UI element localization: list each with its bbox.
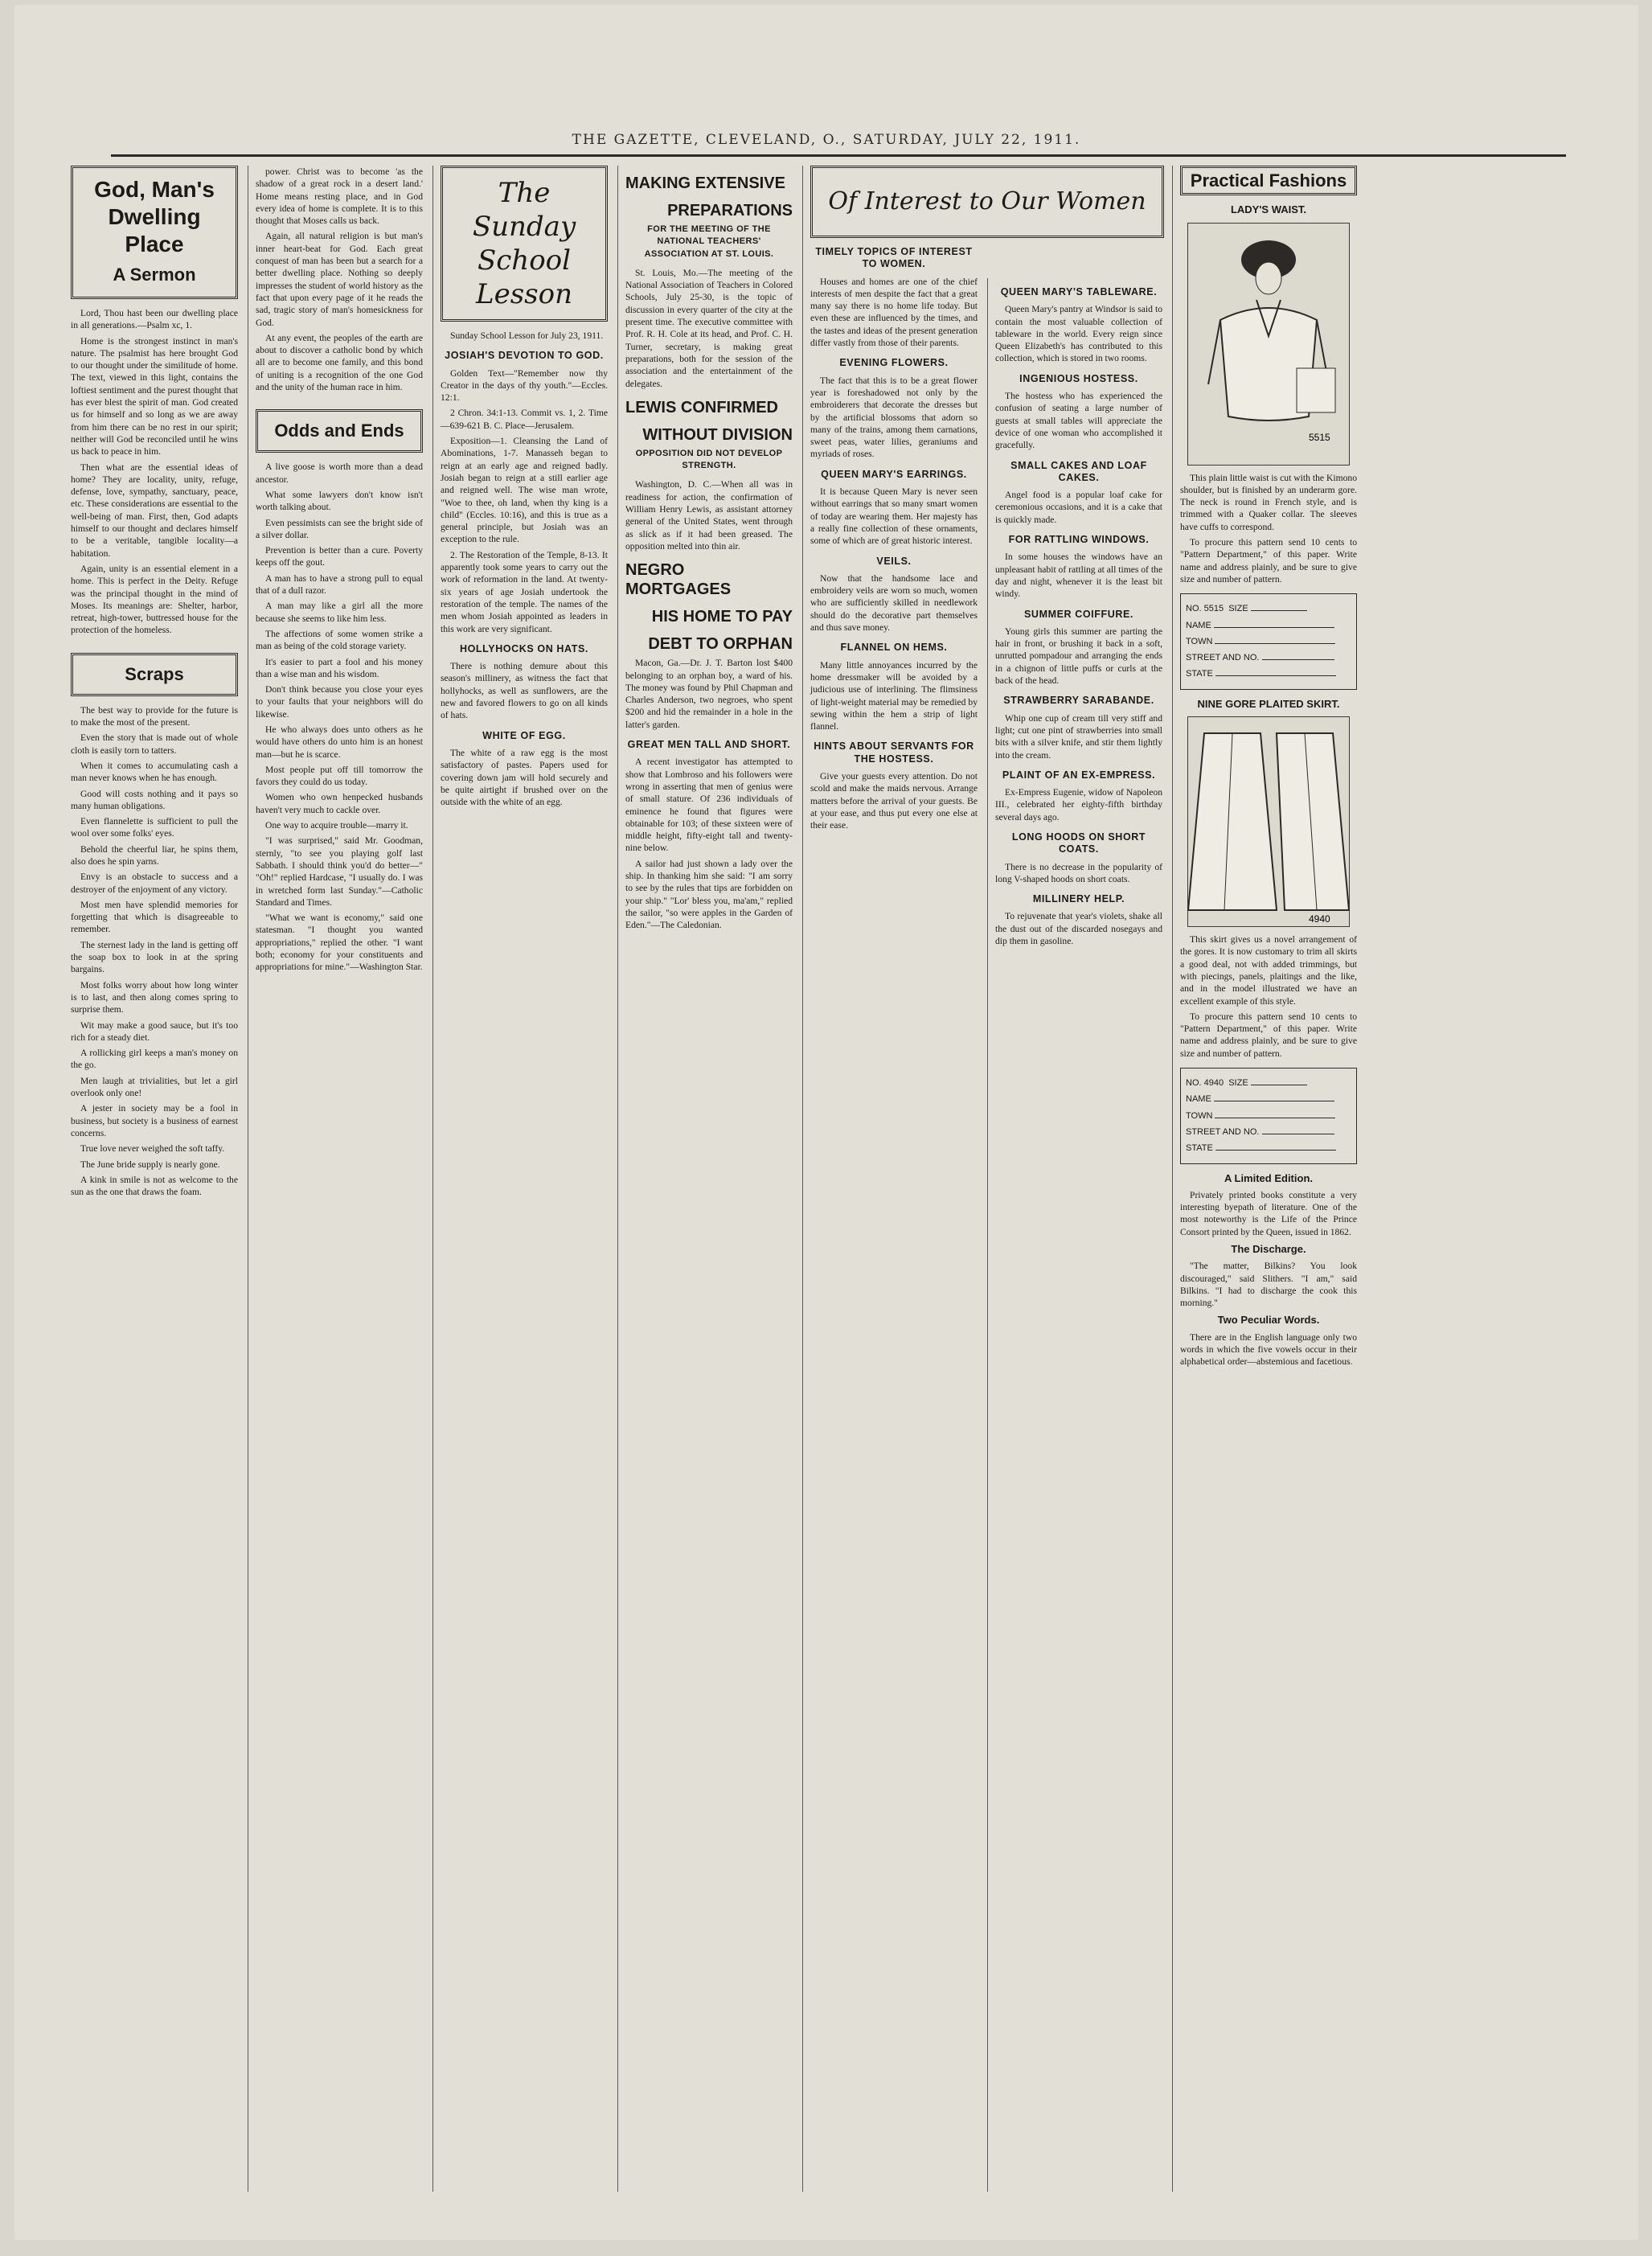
- sermon-title-2: Dwelling Place: [108, 204, 201, 256]
- sermon-title-1: God, Man's: [94, 177, 215, 202]
- scrap-item: Most men have splendid memories for forgetting that which is disagreeable to remember.: [71, 899, 238, 935]
- subheadline: FOR THE MEETING OF THE NATIONAL TEACHERS' ASSOCIATION AT ST. LOUIS.: [644, 224, 774, 259]
- pattern-text: This skirt gives us a novel arrangement of the gores. It is now customary to trim all skirts a good deal, not with added trimmings, but with piecings, panels, plaitings and the like, and in the model illustrated we have an excellent example of this style.: [1180, 934, 1357, 1007]
- odds-item: A live goose is worth more than a dead ancestor.: [256, 461, 423, 485]
- lesson-text: Sunday School Lesson for July 23, 1911.: [450, 330, 604, 341]
- form-line: [1215, 1110, 1335, 1118]
- form-name-label: NAME: [1186, 620, 1211, 630]
- article-text: Washington, D. C.—When all was in readiness for action, the confirmation of William Henry Lewis, as assistant attorney general of the United States, went through as slick as if it had been greased. The opposition melted into thin air.: [625, 479, 793, 552]
- article-text: Queen Mary's pantry at Windsor is said to contain the most valuable collection of tableware in the world. Every reign since Queen Elizabeth's has contributed to this collection, which is stored in two rooms.: [995, 304, 1162, 364]
- lesson-text: Golden Text—"Remember now thy Creator in the days of thy youth."—Eccles. 12:1.: [441, 367, 608, 404]
- article-heading: LONG HOODS ON SHORT COATS.: [1011, 831, 1146, 855]
- column-3: [441, 166, 608, 2192]
- scrap-item: A jester in society may be a fool in business, but society is a business of earnest concerns.: [71, 1103, 238, 1138]
- form-pattern-number: NO. 4940: [1186, 1078, 1224, 1089]
- scrap-item: Most folks worry about how long winter is to last, and then along comes spring to surprise them.: [71, 979, 238, 1015]
- form-street-label: STREET AND NO.: [1186, 653, 1260, 663]
- scrap-item: Men laugh at trivialities, but let a girl overlook only one!: [71, 1075, 238, 1099]
- column-2: [256, 166, 423, 2192]
- article-heading: The Discharge.: [1231, 1242, 1306, 1255]
- sermon-subtitle: A Sermon: [113, 265, 196, 285]
- article-text: "The matter, Bilkins? You look discouraged," said Slithers. "I am," said Bilkins. "I had to discharge the cook this morning.": [1180, 1261, 1357, 1309]
- column-1: [71, 166, 238, 2192]
- article-heading: VEILS.: [876, 555, 912, 567]
- article-heading: TIMELY TOPICS OF INTEREST TO WOMEN.: [815, 246, 973, 270]
- odds-box: [256, 409, 423, 453]
- article-heading: EVENING FLOWERS.: [839, 357, 949, 369]
- article-text: There is no decrease in the popularity of long V-shaped hoods on short coats.: [995, 861, 1162, 884]
- article-heading: SUMMER COIFFURE.: [1024, 608, 1133, 620]
- fashions-box: [1180, 166, 1357, 195]
- form-state-label: STATE: [1186, 1143, 1213, 1154]
- column-divider: [1172, 166, 1173, 2192]
- article-heading: SMALL CAKES AND LOAF CAKES.: [1010, 459, 1147, 483]
- form-street-label: STREET AND NO.: [1186, 1126, 1260, 1137]
- column-divider: [987, 278, 988, 2192]
- lesson-text: Exposition—1. Cleansing the Land of Abominations, 1-7. Manasseh began to reign at an early age and reigned badly. Josiah began to reign at a still earlier age and reigned well. The wise man wrote, "Woe to thee, oh land, when thy king is a child" (Eccles. 10:16), and this is true as a general principle, but Josiah was an exception to the rule.: [441, 436, 608, 545]
- skirt-illustration: [1187, 716, 1350, 927]
- scraps-title: Scraps: [125, 663, 184, 684]
- sermon-text: Lord, Thou hast been our dwelling place in all generations.—Psalm xc, 1.: [71, 308, 238, 331]
- form-town-label: TOWN: [1186, 1110, 1213, 1121]
- article-text: Ex-Empress Eugenie, widow of Napoleon III., celebrated her eighty-fifth birthday several days ago.: [995, 787, 1162, 822]
- odds-item: He who always does unto others as he would have others do unto him is an honest man—but he is scarce.: [256, 724, 423, 760]
- form-line: [1215, 635, 1335, 644]
- odds-item: "I was surprised," said Mr. Goodman, sternly, "to see you playing golf last Sabbath. I should think you'd do better—" "Oh!" replied Hardcase, "I usually do. I was in wretched form last Sunday."—Catholic Standard and Times.: [256, 835, 423, 908]
- pattern-heading: LADY'S WAIST.: [1230, 203, 1307, 216]
- women-box-wrapper: [810, 166, 1164, 238]
- column-7: [1180, 166, 1357, 2192]
- column-6: [995, 278, 1162, 2192]
- article-text: Angel food is a popular loaf cake for ceremonious occasions, and it is a cake that is quickly made.: [995, 490, 1162, 525]
- article-heading: MILLINERY HELP.: [1032, 893, 1125, 905]
- sermon-text: power. Christ was to become 'as the shadow of a great rock in a desert land.' Home means resting place, and in God every idea of home is complete. It is to this thought that Moses calls us back.: [256, 166, 423, 227]
- article-text: A recent investigator has attempted to show that Lombroso and his followers were wrong in asserting that men of genius were of small stature. Of 236 individuals of eminence he found that figures were obtainable for 103; of these sixteen were of middle height, fifty-eight tall and twenty-nine below.: [625, 757, 793, 854]
- article-text: The hostess who has experienced the confusion of seating a large number of guests at small tables will appreciate the device of one woman who accomplished it gracefully.: [995, 391, 1162, 451]
- form-line: [1215, 1142, 1336, 1151]
- article-text: Whip one cup of cream till very stiff and light; cut one pint of strawberries into small bits with a silver knife, and stir them lightly into the cream.: [995, 712, 1162, 761]
- article-heading: A Limited Edition.: [1224, 1171, 1313, 1184]
- article-heading: INGENIOUS HOSTESS.: [1019, 372, 1138, 384]
- odds-title: Odds and Ends: [274, 420, 404, 441]
- article-text: To rejuvenate that year's violets, shake all the dust out of the discarded nosegays and dip them in gasoline.: [995, 911, 1162, 947]
- article-text: There is nothing demure about this season's millinery, as witness the fact that hollyhocks, as well as sunflowers, are the new and favored flowers to go on all kinds of hats.: [441, 661, 608, 721]
- form-line: [1262, 651, 1334, 660]
- odds-item: Even pessimists can see the bright side of a silver dollar.: [256, 517, 423, 540]
- article-text: Now that the handsome lace and embroidery veils are worn so much, women who are sufficiently skilled in needlework should do the decorative part themselves and thus save money.: [810, 572, 978, 634]
- article-text: Houses and homes are one of the chief interests of men despite the fact that a great many say there is no home life today. But even these are influenced by the times, and the tastes and ideas of the present generation differ vastly from those of their parents.: [810, 276, 978, 349]
- scrap-item: The June bride supply is nearly gone.: [80, 1159, 220, 1170]
- article-text: Give your guests every attention. Do not scold and make the maids nervous. Arrange matters before the arrival of your guests. Be at your ease, and thus put every one else at their ease.: [810, 770, 978, 831]
- scraps-box: [71, 653, 238, 696]
- form-town-label: TOWN: [1186, 636, 1213, 646]
- pattern-text: This plain little waist is cut with the Kimono shoulder, but is finished by an underarm gore. The neck is round in French style, and is trimmed with a Quaker collar. The sleeves have cuffs to correspond.: [1180, 472, 1357, 532]
- article-heading: STRAWBERRY SARABANDE.: [1003, 695, 1154, 707]
- women-interest-title: Of Interest to Our Women: [828, 187, 1146, 215]
- newspaper-page: [14, 5, 1638, 2240]
- odds-item: Prevention is better than a cure. Poverty keeps off the gout.: [256, 545, 423, 568]
- form-line: [1214, 619, 1334, 628]
- sermon-text: Again, unity is an essential element in a home. This is perfect in the Deity. Refuge was the principal thought in the mind of Moses. Its meanings are: Shelter, harbor, retreat, high-tower, buttressed house for the protection of the homeless.: [71, 563, 238, 636]
- article-text: St. Louis, Mo.—The meeting of the National Association of Teachers in Colored Schools, July 25-30, is the topic of discussion in every quarter of the city at the present time. The executive committee with Prof. R. H. Cole at its head, and Prof. C. H. Turner, secretary, is making great preparations, both for the session of the association and the entertainment of the delegates.: [625, 267, 793, 389]
- odds-item: A man may like a girl all the more because she seems to like him less.: [256, 601, 423, 624]
- odds-item: It's easier to part a fool and his money than a wise man and his wisdom.: [256, 656, 423, 679]
- scrap-item: A rollicking girl keeps a man's money on the go.: [71, 1048, 238, 1071]
- scrap-item: When it comes to accumulating cash a man never knows when he has enough.: [71, 760, 238, 784]
- odds-item: A man has to have a strong pull to equal that of a dull razor.: [256, 572, 423, 597]
- sermon-text: Home is the strongest instinct in man's nature. The psalmist has here brought God to our thought under the similitude of home. The text, viewed in this light, contains the loftiest sentiment and the purest thought that has ever blest the spirit of man. God created us for himself and so long as we are away from him there can be no rest in our spirit; neither will God be reconciled until he wins us back to peace in him.: [71, 335, 238, 457]
- form-line: [1262, 1126, 1334, 1134]
- subheadline: OPPOSITION DID NOT DEVELOP STRENGTH.: [635, 448, 783, 471]
- scrap-item: Even the story that is made out of whole cloth is easily torn to tatters.: [71, 732, 238, 756]
- headline: DEBT TO ORPHAN: [648, 635, 793, 654]
- article-text: It is because Queen Mary is never seen without earrings that so many smart women of today are wearing them. Her majesty has a really fine collection of these ornaments, some of which are of great historic interest.: [810, 486, 978, 547]
- article-text: Young girls this summer are parting the hair in front, or brushing it back in a soft, unrutted pompadour and arranging the ends in a chignon of little puffs or curls at the back of the head.: [995, 626, 1162, 687]
- waist-pattern-number: 5515: [1309, 431, 1330, 443]
- headline: NEGRO MORTGAGES: [625, 561, 732, 599]
- article-heading: QUEEN MARY'S EARRINGS.: [821, 468, 967, 480]
- form-name-label: NAME: [1186, 1094, 1211, 1105]
- scrap-item: Envy is an obstacle to success and a destroyer of the enjoyment of any victory.: [71, 872, 238, 895]
- form-state-label: STATE: [1186, 669, 1213, 679]
- sermon-text: Then what are the essential ideas of home? They are locality, unity, refuge, defense, love, sympathy, sanctuary, peace, etc. These considerations are essential to the well-being of man. First, then, God adapts himself to our thought and declares himself to be a veritable, tangible locality—a habitation.: [71, 461, 238, 559]
- article-heading: PLAINT OF AN EX-EMPRESS.: [1002, 769, 1156, 781]
- form-line: [1215, 667, 1336, 676]
- odds-item: The affections of some women strike a man as being of the cold storage variety.: [256, 628, 423, 652]
- lesson-text: 2 Chron. 34:1-13. Commit vs. 1, 2. Time—639-621 B. C. Place—Jerusalem.: [441, 408, 608, 431]
- article-heading: WHITE OF EGG.: [482, 729, 566, 741]
- sunday-title-2: School Lesson: [476, 244, 572, 310]
- sermon-box: [71, 166, 238, 299]
- scrap-item: Behold the cheerful liar, he spins them, also does he spin yarns.: [71, 843, 238, 867]
- pattern-order-form: [1180, 593, 1357, 689]
- article-text: The fact that this is to be a great flower year is foreshadowed not only by the embroiderers that decorate the dresses but by the artificial blossoms that adorn so many of the trains, among them carnations, sweet peas, water lilies, geraniums and myriads of roses.: [810, 375, 978, 460]
- article-heading: GREAT MEN TALL AND SHORT.: [627, 739, 791, 751]
- sunday-school-box: [441, 166, 608, 322]
- scrap-item: The sternest lady in the land is getting off the soap box to look in at the spring bargains.: [71, 939, 238, 975]
- pattern-order-text: To procure this pattern send 10 cents to "Pattern Department," of this paper. Write name and address plainly, and be sure to give size and number of pattern.: [1180, 537, 1357, 585]
- column-divider: [617, 166, 618, 2192]
- scrap-item: Good will costs nothing and it pays so many human obligations.: [71, 788, 238, 811]
- sermon-text: At any event, the peoples of the earth are about to discover a catholic bond by which all are to become one family, and this bond of uniting is a recognition of the one God and the unity of the human race in him.: [256, 332, 423, 393]
- skirt-pattern-number: 4940: [1309, 913, 1330, 925]
- sunday-title-1: The Sunday: [472, 177, 576, 243]
- women-interest-box: [810, 166, 1164, 238]
- article-text: In some houses the windows have an unpleasant habit of rattling at all times of the day and night, whenever it is the least bit windy.: [995, 552, 1162, 600]
- headline: HIS HOME TO PAY: [651, 608, 793, 626]
- pattern-heading: NINE GORE PLAITED SKIRT.: [1197, 697, 1340, 710]
- odds-item: Don't think because you close your eyes to your faults that your neighbors will do likewise.: [256, 684, 423, 720]
- pattern-order-text: To procure this pattern send 10 cents to "Pattern Department," of this paper. Write name and address plainly, and be sure to give size and number of pattern.: [1180, 1011, 1357, 1059]
- headline: WITHOUT DIVISION: [642, 425, 793, 444]
- article-text: Macon, Ga.—Dr. J. T. Barton lost $400 belonging to an orphan boy, a ward of his. The money was found by Phil Chapman and Charles Anderson, two negroes, who spent $200 and hid the remainder in a hole in the latter's garden.: [625, 658, 793, 730]
- form-pattern-number: NO. 5515: [1186, 604, 1224, 614]
- article-heading: HOLLYHOCKS ON HATS.: [459, 642, 589, 654]
- scrap-item: Even flannelette is sufficient to pull the wool over some folks' eyes.: [71, 816, 238, 839]
- headline: LEWIS CONFIRMED: [625, 398, 778, 416]
- form-size-label: SIZE: [1228, 604, 1248, 614]
- fashions-title: Practical Fashions: [1190, 170, 1347, 191]
- scrap-item: A kink in smile is not as welcome to the sun as the one that draws the foam.: [71, 1174, 238, 1198]
- scrap-item: Wit may make a good sauce, but it's too rich for a steady diet.: [71, 1019, 238, 1043]
- article-text: The white of a raw egg is the most satisfactory of pastes. Papers used for covering down jam will hold securely and be quite airtight if brushed over on the outside with the white of an egg.: [441, 747, 608, 808]
- form-line: [1251, 1077, 1307, 1085]
- odds-item: "What we want is economy," said one statesman. "I thought you wanted appropriations," replied the other. "I want both; economy for your constituents and appropriations for mine."—Washington Star.: [256, 913, 423, 973]
- column-divider: [432, 166, 433, 2192]
- column-divider: [802, 166, 803, 2192]
- masthead: THE GAZETTE, CLEVELAND, O., SATURDAY, JULY 22, 1911.: [572, 132, 1081, 148]
- headline: PREPARATIONS: [667, 202, 793, 219]
- odds-item: Women who own henpecked husbands haven't very much to cackle over.: [256, 792, 423, 815]
- pattern-order-form: [1180, 1068, 1357, 1163]
- lesson-text: 2. The Restoration of the Temple, 8-13. It apparently took some years to carry out the work of reformation in the land. At twenty-six years of age Josiah undertook the restoration of the temple. The names of the men whom Josiah appointed as leaders in this work are very significant.: [441, 549, 608, 634]
- article-text: A sailor had just shown a lady over the ship. In thanking him she said: "I am sorry to see by the rules that tips are forbidden on your ship." "Lor' bless you, ma'am," replied the sailor, "so were apples in the Garden of Eden."—The Caledonian.: [625, 858, 793, 931]
- article-text: There are in the English language only two words in which the five vowels occur in their alphabetical order—abstemious and facetious.: [1180, 1331, 1357, 1368]
- lesson-heading: JOSIAH'S DEVOTION TO GOD.: [445, 350, 604, 362]
- form-size-label: SIZE: [1228, 1078, 1248, 1089]
- article-heading: Two Peculiar Words.: [1217, 1314, 1320, 1327]
- odds-item: One way to acquire trouble—marry it.: [265, 820, 408, 831]
- article-heading: FLANNEL ON HEMS.: [840, 642, 948, 654]
- form-line: [1251, 602, 1307, 611]
- odds-item: Most people put off till tomorrow the favors they could do us today.: [256, 764, 423, 788]
- scrap-item: The best way to provide for the future is to make the most of the present.: [71, 704, 238, 728]
- headline: MAKING EXTENSIVE: [625, 174, 785, 192]
- article-text: Many little annoyances incurred by the home dressmaker will be avoided by a judicious use of interlining. The flimsiness of light-weight material may be remedied by sewing within the hem a strip of light flannel.: [810, 659, 978, 732]
- form-line: [1214, 1093, 1334, 1101]
- article-heading: FOR RATTLING WINDOWS.: [1008, 534, 1150, 546]
- scrap-item: True love never weighed the soft taffy.: [80, 1143, 225, 1155]
- article-heading: HINTS ABOUT SERVANTS FOR THE HOSTESS.: [814, 740, 974, 765]
- waist-illustration: [1187, 223, 1350, 466]
- masthead-rule: [111, 154, 1566, 157]
- article-text: Privately printed books constitute a very interesting byepath of literature. One of the most noteworthy is the Life of the Prince Consort printed by the Queen, issued in 1862.: [1180, 1189, 1357, 1237]
- article-heading: QUEEN MARY'S TABLEWARE.: [1000, 286, 1158, 297]
- odds-item: What some lawyers don't know isn't worth talking about.: [256, 489, 423, 513]
- sermon-text: Again, all natural religion is but man's inner heart-beat for God. Each great conquest of man has been but a search for a better dwelling place. Nothing so deeply impresses the student of world history as the fact that upon every page of it he reads the sad, tragic story of man's homesickness for God.: [256, 231, 423, 328]
- column-4: [625, 166, 793, 2192]
